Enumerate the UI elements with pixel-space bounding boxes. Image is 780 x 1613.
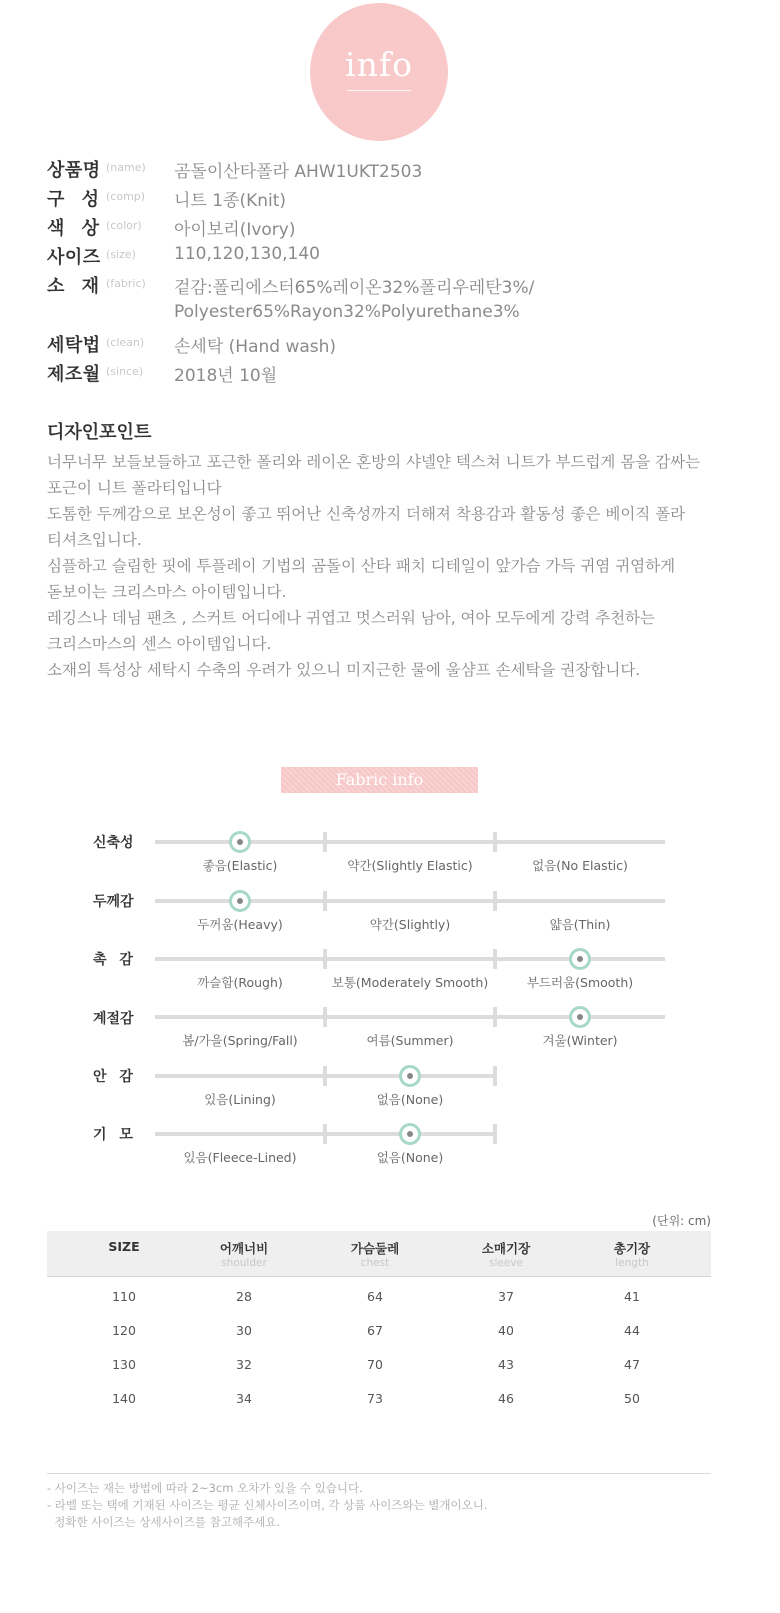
table-cell: 50 (624, 1391, 640, 1406)
notes-divider (47, 1473, 711, 1474)
table-cell: 64 (367, 1289, 383, 1304)
design-point-line: 너무너무 보들보들하고 포근한 폴리와 레이온 혼방의 샤넬얀 텍스쳐 니트가 부드럽게 몸을 감싸는 (47, 453, 701, 471)
size-note: 정확한 사이즈는 상세사이즈를 참고해주세요. (47, 1515, 281, 1529)
spec-sub-name: (name) (106, 161, 146, 174)
fabric-tick (323, 1066, 327, 1086)
fabric-option: 얇음(Thin) (549, 917, 611, 932)
fabric-row-label-fleece: 기 모 (93, 1127, 133, 1143)
fabric-selected-marker (229, 890, 251, 912)
spec-label-fabric: 소 재 (47, 276, 100, 297)
table-cell: 110 (112, 1289, 136, 1304)
spec-sub-comp: (comp) (106, 190, 146, 203)
spec-label-clean: 세탁법 (47, 335, 101, 356)
spec-value-clean: 손세탁 (Hand wash) (174, 337, 337, 357)
fabric-option: 두꺼움(Heavy) (197, 917, 283, 932)
table-cell: 73 (367, 1391, 383, 1406)
table-cell: 67 (367, 1323, 383, 1338)
fabric-selected-marker (399, 1065, 421, 1087)
design-point-line: 크리스마스의 센스 아이템입니다. (47, 635, 272, 653)
fabric-tick (323, 1007, 327, 1027)
table-cell: 46 (498, 1391, 514, 1406)
fabric-selected-marker (569, 1006, 591, 1028)
fabric-selected-marker (229, 831, 251, 853)
table-cell: 37 (498, 1289, 514, 1304)
spec-label-since: 제조월 (47, 364, 101, 385)
th-shoulder-sub: shoulder (221, 1257, 267, 1269)
fabric-option: 봄/가을(Spring/Fall) (182, 1033, 298, 1048)
table-cell: 44 (624, 1323, 640, 1338)
fabric-row-label-thickness: 두께감 (93, 894, 134, 910)
spec-label-name: 상품명 (47, 160, 101, 181)
fabric-option: 있음(Fleece-Lined) (183, 1150, 297, 1165)
th-sleeve-sub: sleeve (489, 1257, 523, 1269)
spec-value-color: 아이보리(Ivory) (174, 220, 296, 240)
spec-label-size: 사이즈 (47, 247, 101, 268)
fabric-row-label-touch: 촉 감 (93, 952, 133, 968)
fabric-option: 없음(None) (376, 1092, 444, 1107)
fabric-option: 여름(Summer) (366, 1033, 454, 1048)
table-cell: 140 (112, 1391, 136, 1406)
spec-value-fabric: 겉감:폴리에스터65%레이온32%폴리우레탄3%/ (174, 278, 535, 298)
table-cell: 30 (236, 1323, 252, 1338)
design-point-line: 레깅스나 데님 팬츠 , 스커트 어디에나 귀엽고 멋스러워 남아, 여아 모두에게 강력 추천하는 (47, 609, 656, 627)
design-point-title: 디자인포인트 (47, 422, 152, 443)
fabric-info-banner (281, 767, 478, 793)
th-sleeve: 소매기장 (481, 1241, 531, 1256)
spec-sub-fabric: (fabric) (106, 277, 146, 290)
fabric-tick (493, 832, 497, 852)
fabric-tick (493, 949, 497, 969)
fabric-option: 약간(Slightly Elastic) (347, 858, 473, 873)
spec-sub-size: (size) (106, 248, 136, 261)
fabric-row-label-season: 계절감 (93, 1011, 134, 1027)
table-cell: 41 (624, 1289, 640, 1304)
fabric-option: 약간(Slightly) (369, 917, 451, 932)
spec-value-fabric-en: Polyester65%Rayon32%Polyurethane3% (174, 302, 520, 322)
table-cell: 32 (236, 1357, 252, 1372)
fabric-option: 보통(Moderately Smooth) (331, 975, 489, 990)
fabric-tick (323, 1124, 327, 1144)
th-length-sub: length (615, 1257, 649, 1269)
fabric-option: 부드러움(Smooth) (526, 975, 634, 990)
fabric-tick (493, 891, 497, 911)
spec-value-comp: 니트 1종(Knit) (174, 191, 287, 211)
th-chest: 가슴둘레 (350, 1241, 400, 1256)
table-cell: 47 (624, 1357, 640, 1372)
size-note: - 라벨 또는 택에 기재된 사이즈는 평균 신체사이즈이며, 각 상품 사이즈와는 별개이오니. (47, 1498, 488, 1512)
fabric-row-label-elasticity: 신축성 (93, 835, 134, 851)
table-cell: 120 (112, 1323, 136, 1338)
spec-label-comp: 구 성 (47, 189, 100, 210)
fabric-option: 없음(No Elastic) (532, 858, 628, 873)
table-cell: 34 (236, 1391, 252, 1406)
design-point-line: 소재의 특성상 세탁시 수축의 우려가 있으니 미지근한 물에 울샴프 손세탁을 권장합니다. (47, 661, 641, 679)
size-table-header (47, 1231, 711, 1277)
design-point-line: 포근이 니트 폴라티입니다 (47, 479, 222, 497)
th-length: 총기장 (613, 1241, 651, 1256)
fabric-option: 없음(None) (376, 1150, 444, 1165)
table-cell: 70 (367, 1357, 383, 1372)
design-point-line: 도톰한 두께감으로 보온성이 좋고 뛰어난 신축성까지 더해져 착용감과 활동성 좋은 베이직 폴라 (47, 505, 686, 523)
info-badge-text: info (345, 45, 413, 84)
spec-sub-since: (since) (106, 365, 144, 378)
table-cell: 130 (112, 1357, 136, 1372)
fabric-tick (493, 1124, 497, 1144)
fabric-option: 겨울(Winter) (542, 1033, 618, 1048)
table-cell: 40 (498, 1323, 514, 1338)
fabric-row-label-lining: 안 감 (93, 1069, 133, 1085)
fabric-option: 있음(Lining) (204, 1092, 276, 1107)
fabric-selected-marker (399, 1123, 421, 1145)
fabric-tick (493, 1066, 497, 1086)
spec-value-since: 2018년 10월 (174, 366, 278, 386)
table-cell: 28 (236, 1289, 252, 1304)
fabric-info-title: Fabric info (335, 770, 424, 789)
info-badge (310, 3, 448, 141)
info-badge-underline (347, 90, 411, 91)
fabric-option: 좋음(Elastic) (202, 858, 278, 873)
design-point-line: 티셔츠입니다. (47, 531, 142, 549)
spec-label-color: 색 상 (47, 218, 100, 239)
fabric-selected-marker (569, 948, 591, 970)
table-cell: 43 (498, 1357, 514, 1372)
th-size: SIZE (108, 1239, 140, 1254)
fabric-option: 까슬함(Rough) (197, 975, 283, 990)
th-chest-sub: chest (360, 1257, 390, 1269)
fabric-tick (323, 891, 327, 911)
spec-sub-clean: (clean) (106, 336, 145, 349)
design-point-line: 돋보이는 크리스마스 아이템입니다. (47, 583, 287, 601)
fabric-tick (493, 1007, 497, 1027)
size-unit: (단위: cm) (652, 1214, 711, 1228)
spec-value-size: 110,120,130,140 (174, 244, 321, 264)
spec-sub-color: (color) (106, 219, 142, 232)
design-point-line: 심플하고 슬림한 핏에 투플레이 기법의 곰돌이 산타 패치 디테일이 앞가슴 가득 귀염 귀염하게 (47, 557, 676, 575)
fabric-tick (323, 832, 327, 852)
fabric-tick (323, 949, 327, 969)
th-shoulder: 어깨너비 (219, 1241, 269, 1256)
size-note: - 사이즈는 재는 방법에 따라 2~3cm 오차가 있을 수 있습니다. (47, 1481, 363, 1495)
spec-value-name: 곰돌이산타폴라 AHW1UKT2503 (174, 162, 423, 182)
